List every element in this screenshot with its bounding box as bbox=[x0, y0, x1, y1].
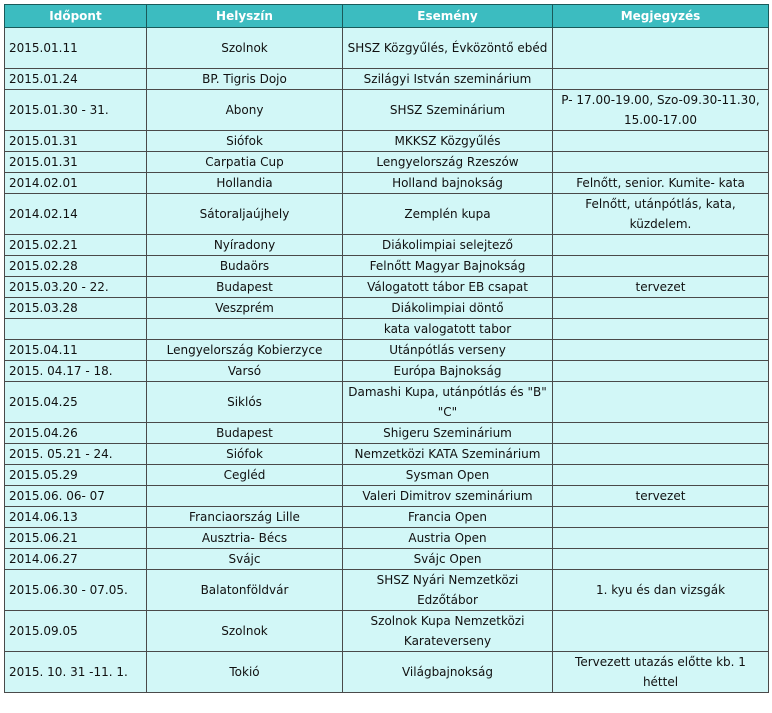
place-cell: Siklós bbox=[147, 382, 343, 423]
date-cell: 2015. 04.17 - 18. bbox=[5, 361, 147, 382]
event-cell: Felnőtt Magyar Bajnokság bbox=[343, 256, 553, 277]
date-cell: 2015.04.11 bbox=[5, 340, 147, 361]
note-cell bbox=[553, 340, 769, 361]
table-row bbox=[5, 28, 769, 69]
note-cell bbox=[553, 507, 769, 528]
date-cell: 2015.01.30 - 31. bbox=[5, 90, 147, 131]
note-cell: tervezet bbox=[553, 277, 769, 298]
table-row bbox=[5, 444, 769, 465]
note-cell bbox=[553, 319, 769, 340]
table-row bbox=[5, 611, 769, 652]
table-row bbox=[5, 570, 769, 611]
event-cell: Utánpótlás verseny bbox=[343, 340, 553, 361]
place-cell: BP. Tigris Dojo bbox=[147, 69, 343, 90]
note-cell bbox=[553, 611, 769, 652]
events-table bbox=[4, 4, 769, 693]
table-row bbox=[5, 152, 769, 173]
place-cell: Ausztria- Bécs bbox=[147, 528, 343, 549]
place-cell: Franciaország Lille bbox=[147, 507, 343, 528]
note-cell bbox=[553, 423, 769, 444]
note-cell: Felnőtt, utánpótlás, kata, küzdelem. bbox=[553, 194, 769, 235]
table-row bbox=[5, 382, 769, 423]
table-row bbox=[5, 277, 769, 298]
event-cell: Szilágyi István szeminárium bbox=[343, 69, 553, 90]
table-row bbox=[5, 528, 769, 549]
event-cell: Francia Open bbox=[343, 507, 553, 528]
place-cell: Abony bbox=[147, 90, 343, 131]
table-row bbox=[5, 69, 769, 90]
note-cell bbox=[553, 298, 769, 319]
place-cell: Varsó bbox=[147, 361, 343, 382]
place-cell: Budaörs bbox=[147, 256, 343, 277]
place-cell bbox=[147, 319, 343, 340]
event-cell: Világbajnokság bbox=[343, 652, 553, 693]
note-cell bbox=[553, 361, 769, 382]
event-cell: SHSZ Közgyűlés, Évközöntő ebéd bbox=[343, 28, 553, 69]
place-cell: Balatonföldvár bbox=[147, 570, 343, 611]
table-row bbox=[5, 340, 769, 361]
table-row bbox=[5, 361, 769, 382]
header-note: Megjegyzés bbox=[553, 5, 769, 28]
place-cell: Siófok bbox=[147, 131, 343, 152]
date-cell bbox=[5, 319, 147, 340]
table-row bbox=[5, 256, 769, 277]
note-cell bbox=[553, 528, 769, 549]
note-cell bbox=[553, 69, 769, 90]
place-cell bbox=[147, 486, 343, 507]
place-cell: Hollandia bbox=[147, 173, 343, 194]
event-cell: kata valogatott tabor bbox=[343, 319, 553, 340]
date-cell: 2014.06.13 bbox=[5, 507, 147, 528]
table-row bbox=[5, 465, 769, 486]
event-cell: Shigeru Szeminárium bbox=[343, 423, 553, 444]
table-row bbox=[5, 549, 769, 570]
event-cell: SHSZ Nyári Nemzetközi Edzőtábor bbox=[343, 570, 553, 611]
note-cell bbox=[553, 382, 769, 423]
note-cell bbox=[553, 549, 769, 570]
date-cell: 2015.02.28 bbox=[5, 256, 147, 277]
note-cell: Felnőtt, senior. Kumite- kata bbox=[553, 173, 769, 194]
place-cell: Svájc bbox=[147, 549, 343, 570]
place-cell: Lengyelország Kobierzyce bbox=[147, 340, 343, 361]
event-cell: Svájc Open bbox=[343, 549, 553, 570]
place-cell: Tokió bbox=[147, 652, 343, 693]
date-cell: 2015.01.31 bbox=[5, 152, 147, 173]
place-cell: Budapest bbox=[147, 423, 343, 444]
table-row bbox=[5, 194, 769, 235]
place-cell: Szolnok bbox=[147, 611, 343, 652]
date-cell: 2015.01.11 bbox=[5, 28, 147, 69]
table-row bbox=[5, 652, 769, 693]
table-row bbox=[5, 131, 769, 152]
note-cell: 1. kyu és dan vizsgák bbox=[553, 570, 769, 611]
event-cell: Európa Bajnokság bbox=[343, 361, 553, 382]
event-cell: MKKSZ Közgyűlés bbox=[343, 131, 553, 152]
note-cell bbox=[553, 256, 769, 277]
date-cell: 2015.06.30 - 07.05. bbox=[5, 570, 147, 611]
place-cell: Cegléd bbox=[147, 465, 343, 486]
event-cell: Austria Open bbox=[343, 528, 553, 549]
event-cell: Valeri Dimitrov szeminárium bbox=[343, 486, 553, 507]
date-cell: 2014.06.27 bbox=[5, 549, 147, 570]
date-cell: 2015.03.20 - 22. bbox=[5, 277, 147, 298]
date-cell: 2015.04.25 bbox=[5, 382, 147, 423]
event-cell: Válogatott tábor EB csapat bbox=[343, 277, 553, 298]
date-cell: 2015.04.26 bbox=[5, 423, 147, 444]
date-cell: 2015.01.31 bbox=[5, 131, 147, 152]
table-row bbox=[5, 486, 769, 507]
note-cell bbox=[553, 444, 769, 465]
note-cell: P- 17.00-19.00, Szo-09.30-11.30, 15.00-17.00 bbox=[553, 90, 769, 131]
date-cell: 2015.02.21 bbox=[5, 235, 147, 256]
date-cell: 2015. 10. 31 -11. 1. bbox=[5, 652, 147, 693]
event-cell: Damashi Kupa, utánpótlás és "B" "C" bbox=[343, 382, 553, 423]
header-event: Esemény bbox=[343, 5, 553, 28]
event-cell: Holland bajnokság bbox=[343, 173, 553, 194]
event-cell: SHSZ Szeminárium bbox=[343, 90, 553, 131]
place-cell: Budapest bbox=[147, 277, 343, 298]
note-cell bbox=[553, 152, 769, 173]
place-cell: Carpatia Cup bbox=[147, 152, 343, 173]
note-cell bbox=[553, 28, 769, 69]
place-cell: Szolnok bbox=[147, 28, 343, 69]
date-cell: 2015.06. 06- 07 bbox=[5, 486, 147, 507]
event-cell: Lengyelország Rzeszów bbox=[343, 152, 553, 173]
date-cell: 2015.05.29 bbox=[5, 465, 147, 486]
table-row bbox=[5, 319, 769, 340]
date-cell: 2014.02.01 bbox=[5, 173, 147, 194]
event-cell: Diákolimpiai selejtező bbox=[343, 235, 553, 256]
table-row bbox=[5, 90, 769, 131]
date-cell: 2015.03.28 bbox=[5, 298, 147, 319]
event-cell: Diákolimpiai döntő bbox=[343, 298, 553, 319]
note-cell: Tervezett utazás előtte kb. 1 héttel bbox=[553, 652, 769, 693]
event-cell: Szolnok Kupa Nemzetközi Karateverseny bbox=[343, 611, 553, 652]
table-row bbox=[5, 173, 769, 194]
event-cell: Nemzetközi KATA Szeminárium bbox=[343, 444, 553, 465]
event-cell: Sysman Open bbox=[343, 465, 553, 486]
header-date: Időpont bbox=[5, 5, 147, 28]
note-cell: tervezet bbox=[553, 486, 769, 507]
place-cell: Siófok bbox=[147, 444, 343, 465]
date-cell: 2015.09.05 bbox=[5, 611, 147, 652]
place-cell: Sátoraljaújhely bbox=[147, 194, 343, 235]
place-cell: Nyíradony bbox=[147, 235, 343, 256]
table-row bbox=[5, 507, 769, 528]
event-cell: Zemplén kupa bbox=[343, 194, 553, 235]
header-row bbox=[5, 5, 769, 28]
table-row bbox=[5, 235, 769, 256]
note-cell bbox=[553, 131, 769, 152]
table-row bbox=[5, 298, 769, 319]
table-row bbox=[5, 423, 769, 444]
date-cell: 2015.06.21 bbox=[5, 528, 147, 549]
header-place: Helyszín bbox=[147, 5, 343, 28]
date-cell: 2015.01.24 bbox=[5, 69, 147, 90]
note-cell bbox=[553, 235, 769, 256]
note-cell bbox=[553, 465, 769, 486]
date-cell: 2015. 05.21 - 24. bbox=[5, 444, 147, 465]
date-cell: 2014.02.14 bbox=[5, 194, 147, 235]
place-cell: Veszprém bbox=[147, 298, 343, 319]
